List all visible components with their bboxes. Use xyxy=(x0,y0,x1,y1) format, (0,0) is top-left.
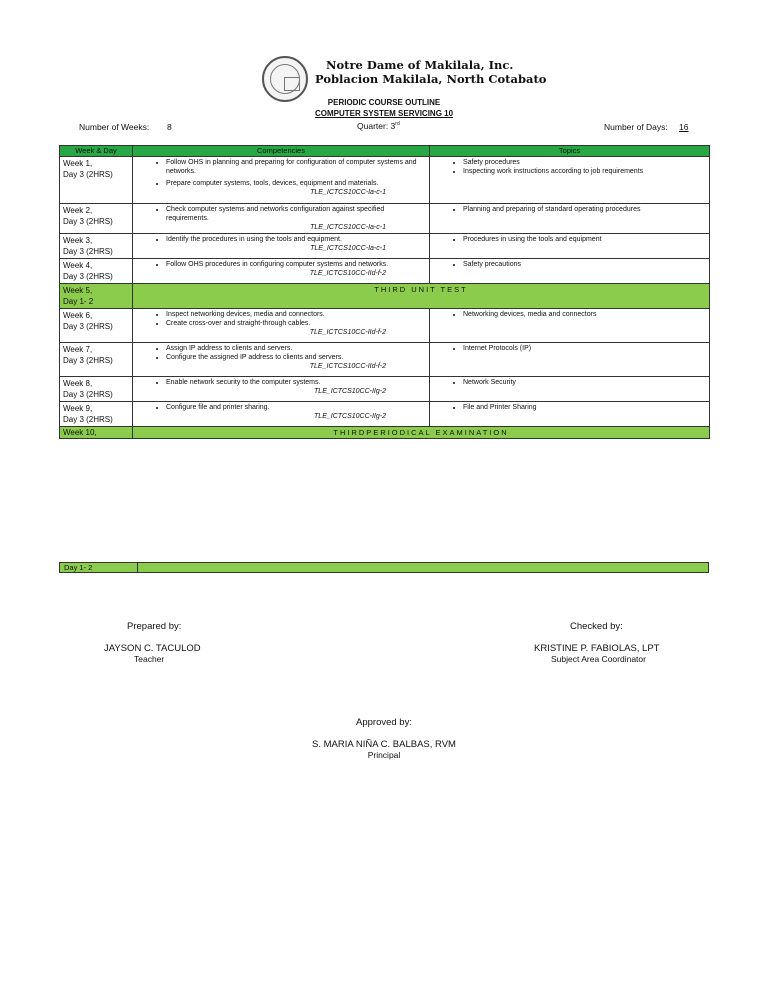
checked-by-name: KRISTINE P. FABIOLAS, LPT xyxy=(534,643,660,654)
exam-day-cell: Day 1- 2 xyxy=(60,563,138,572)
approved-by-name: S. MARIA NIÑA C. BALBAS, RVM xyxy=(312,739,456,750)
table-row xyxy=(60,259,710,284)
week-cell: Week 9, Day 3 (2HRS) xyxy=(60,402,133,427)
days-label: Number of Days: xyxy=(604,122,668,132)
col-header-week: Week & Day xyxy=(60,146,133,157)
topics-cell: • File and Printer Sharing xyxy=(430,402,710,427)
days-value: 16 xyxy=(679,122,689,132)
week-cell: Week 6, Day 3 (2HRS) xyxy=(60,309,133,343)
table-header-row xyxy=(60,146,710,157)
week-cell: Week 4, Day 3 (2HRS) xyxy=(60,259,133,284)
quarter-label: Quarter: 3rd xyxy=(357,121,400,131)
checked-by-label: Checked by: xyxy=(570,621,623,632)
prepared-by-role: Teacher xyxy=(134,654,165,664)
col-header-topics: Topics xyxy=(430,146,710,157)
document-subject: COMPUTER SYSTEM SERVICING 10 xyxy=(314,109,454,118)
school-address: Poblacion Makilala, North Cotabato xyxy=(315,72,547,86)
exam-day-row xyxy=(59,562,709,573)
checked-by-role: Subject Area Coordinator xyxy=(551,654,646,664)
table-row xyxy=(60,343,710,377)
topics-cell: • Safety procedures • Inspecting work instructions according to job requirements xyxy=(430,157,710,204)
week-cell: Week 8, Day 3 (2HRS) xyxy=(60,377,133,402)
table-row xyxy=(60,309,710,343)
competencies-cell: • Enable network security to the computer systems. TLE_ICTCS10CC-IIg-2 xyxy=(133,377,430,402)
table-row xyxy=(60,204,710,234)
topics-cell: • Internet Protocols (IP) xyxy=(430,343,710,377)
week-cell: Week 5, Day 1- 2 xyxy=(60,284,133,309)
weeks-label: Number of Weeks: xyxy=(79,122,150,132)
table-row xyxy=(60,157,710,204)
competencies-cell: • Inspect networking devices, media and connectors. • Create cross-over and straight-through cables. TLE_ICTCS10CC-IId-f-2 xyxy=(133,309,430,343)
col-header-competencies: Competencies xyxy=(133,146,430,157)
approved-by-label: Approved by: xyxy=(356,717,412,728)
competencies-cell: • Follow OHS procedures in configuring computer systems and networks. TLE_ICTCS10CC-IId-f-2 xyxy=(133,259,430,284)
topics-cell: • Planning and preparing of standard operating procedures xyxy=(430,204,710,234)
competencies-cell: • Assign IP address to clients and servers. • Configure the assigned IP address to clients and servers. TLE_ICTCS10CC-IId-f-2 xyxy=(133,343,430,377)
week-cell: Week 3, Day 3 (2HRS) xyxy=(60,234,133,259)
competencies-cell: • Check computer systems and networks configuration against specified requirements. TLE_ICTCS10CC-Ia-c-1 xyxy=(133,204,430,234)
table-row xyxy=(60,402,710,427)
competencies-cell: • Identify the procedures in using the tools and equipment. TLE_ICTCS10CC-Ia-c-1 xyxy=(133,234,430,259)
table-row xyxy=(60,377,710,402)
topics-cell: • Network Security xyxy=(430,377,710,402)
week-cell: Week 2, Day 3 (2HRS) xyxy=(60,204,133,234)
week-cell: Week 10, xyxy=(60,427,133,439)
document-title: PERIODIC COURSE OUTLINE xyxy=(327,98,441,107)
week-cell: Week 1, Day 3 (2HRS) xyxy=(60,157,133,204)
school-seal-icon xyxy=(262,56,308,102)
competencies-cell: • Follow OHS in planning and preparing for configuration of computer systems and networks. • Prepare computer systems, tools, devices, equipment and materials. TLE_ICTCS10CC-Ia-c-1 xyxy=(133,157,430,204)
unit-test-row xyxy=(60,284,710,309)
topics-cell: • Networking devices, media and connectors xyxy=(430,309,710,343)
prepared-by-name: JAYSON C. TACULOD xyxy=(104,643,201,654)
week-cell: Week 7, Day 3 (2HRS) xyxy=(60,343,133,377)
topics-cell: • Safety precautions xyxy=(430,259,710,284)
table-row xyxy=(60,234,710,259)
exam-label: THIRDPERIODICAL EXAMINATION xyxy=(133,427,710,439)
competencies-cell: • Configure file and printer sharing. TLE_ICTCS10CC-IIg-2 xyxy=(133,402,430,427)
prepared-by-label: Prepared by: xyxy=(127,621,182,632)
topics-cell: • Procedures in using the tools and equipment xyxy=(430,234,710,259)
exam-row xyxy=(60,427,710,439)
unit-test-label: THIRD UNIT TEST xyxy=(133,284,710,309)
approved-by-role: Principal xyxy=(367,750,401,760)
school-name: Notre Dame of Makilala, Inc. xyxy=(326,58,514,72)
course-outline-table xyxy=(59,145,710,439)
weeks-value: 8 xyxy=(167,122,172,132)
